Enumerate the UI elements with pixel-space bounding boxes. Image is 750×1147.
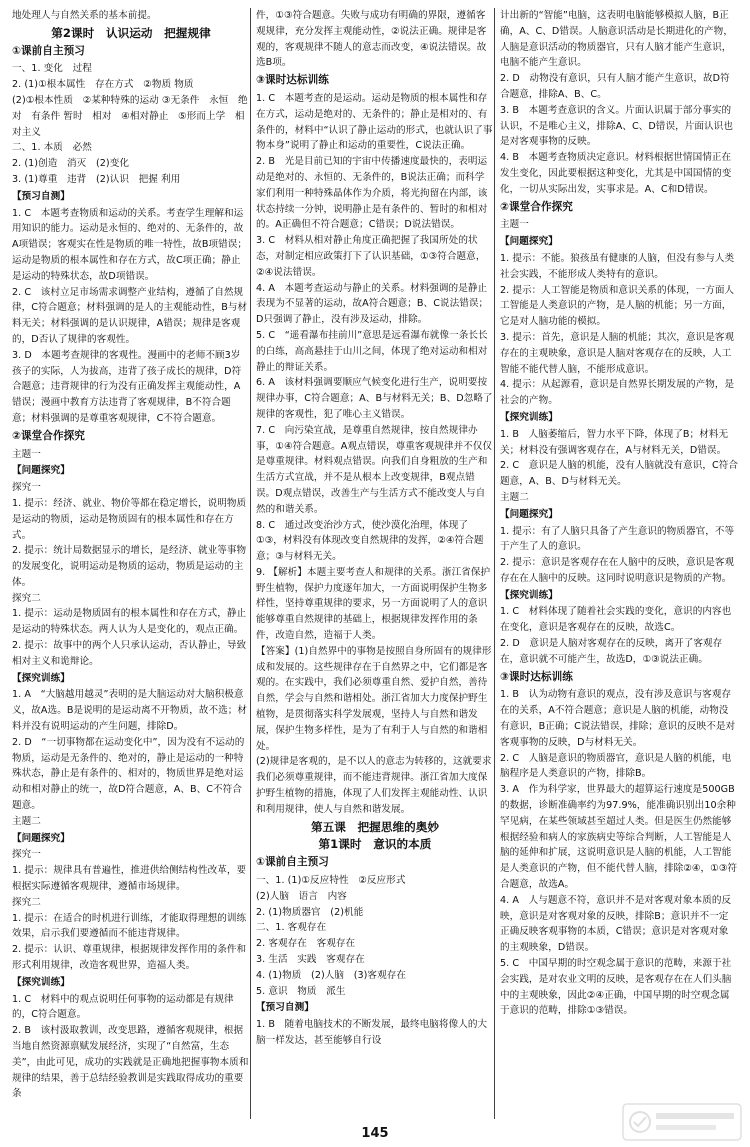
- body-text: 探究一: [12, 482, 41, 494]
- body-text: 1. 提示：规律具有普遍性，推进供给侧结构性改革，要根据实际遵循客观规律，遵循市场规律。: [12, 865, 247, 893]
- body-text: 1. B 认为动物有意识的观点，没有涉及意识与客观存在的关系，A不符合题意；意识是人脑的机能，动物没有意识，B正确；C说法错误，排除；意识的反映不是对客观事物的反映，D与材料无关。: [500, 689, 736, 748]
- lesson-heading: 第1课时 意识的本质: [318, 837, 432, 852]
- section-heading: ③课时达标训练: [500, 670, 573, 683]
- body-text: 3. C 材料从相对静止角度正确把握了我国所处的状态，对制定相应政策打下了认识基础，①③符合题意，②④说法错误。: [256, 235, 486, 278]
- body-text: 探究二: [12, 592, 41, 604]
- body-text: 2. D 动物没有意识，只有人脑才能产生意识，故D符合题意，排除A、B、C。: [500, 73, 730, 100]
- body-text: 2. B 光是目前已知的宇宙中传播速度最快的，表明运动是绝对的、永恒的、无条件的，B说法正确；而科学家们利用一种特殊晶体作为介质，将光拘留在内部，该状态持续一分钟，说明静止是有条件的、暂时的和相对的。A正确但不符合题意；C错误；D说法错误。: [256, 156, 488, 231]
- body-text: (2)规律是客观的，是不以人的意志为转移的，这就要求我们必须尊重规律，而不能违背规律。浙江省加大度保护野生植物的措施，体现了人们发挥主观能动性、认识和利用规律，使人与自然和谐发展。: [256, 756, 492, 815]
- body-text: 1. 提示：运动是物质固有的根本属性和存在方式，静止是运动的特殊状态。两人认为人是变化的，观点正确。: [12, 608, 247, 636]
- subsection-heading: 【问题探究】: [500, 508, 558, 520]
- body-text: 1. A “大脑越用越灵”表明的是大脑运动对大脑积极意义，故A选。B是说明的是运动离不开物质，故不选；材料并没有说明运动的产生问题，排除D。: [12, 689, 248, 733]
- body-text: 2. 提示：故事中的两个人只承认运动，否认静止，导致相对主义和诡辩论。: [12, 640, 247, 667]
- body-text: 探究二: [12, 896, 41, 908]
- body-text: 一、1. 变化 过程: [12, 63, 92, 75]
- watermark-logo-icon: [622, 1103, 742, 1141]
- body-text: 主题一: [12, 448, 41, 460]
- body-text: 1. C 本题考查的是运动。运动是物质的根本属性和存在方式，运动是绝对的、无条件的；静止是相对的、有条件的，材料中“认识了静止运动的形式，也就认识了事物本身”说明了静止和运动的重要性，C说法正确。: [256, 92, 493, 152]
- subsection-heading: 【探究训练】: [500, 411, 558, 423]
- body-text: 二、1. 本质 必然: [12, 142, 92, 154]
- body-text: 2. 提示：统计局数据显示的增长，是经济、就业等事物的发展变化，说明运动是物质的运动，物质是运动的主体。: [12, 545, 247, 588]
- body-text: 5. C “遥看瀑布挂前川”意思是远看瀑布就像一条长长的白练，高高悬挂于山川之间，体现了绝对运动和相对静止的辩证关系。: [256, 329, 488, 373]
- body-text: (2)①根本性质 ②某种特殊的运动 ③无条件 永恒 绝对 有条件 暂时 相对 ④相对静止 ⑤形而上学 相对主义: [12, 94, 248, 138]
- body-text: 3. (1)尊重 违背 (2)认识 把握 利用: [12, 173, 181, 185]
- section-heading: ②课堂合作探究: [500, 200, 573, 213]
- body-text: 主题一: [500, 219, 529, 231]
- body-text: 1. C 材料体现了随着社会实践的变化，意识的内容也在变化，意识是客观存在的反映，故选C。: [500, 606, 732, 634]
- body-text: 4. 提示：从起源看，意识是自然界长期发展的产物，是社会的产物。: [500, 379, 735, 407]
- body-text: 3. D 本题考查规律的客观性。漫画中的老师不顾3岁孩子的实际，人为拔高，违背了孩子成长的规律，D符合题意；违背规律的行为没有正确发挥主观能动性，A错误；漫画中教育方法违背了客观规律，B不符合题意；材料强调的是尊重客观规律，C不符合题意。: [12, 349, 242, 424]
- body-text: 2. 提示：认识、尊重规律，根据规律发挥作用的条件和形式利用规律，改造客观世界，造福人类。: [12, 944, 247, 972]
- column-divider: [494, 8, 495, 1119]
- body-text: 4. B 本题考查物质决定意识。材料根据世情国情正在发生变化，因此要根据这种变化，尤其是中国国情的变化，一切从实际出发，实事求是。A、C和D错误。: [500, 152, 732, 195]
- body-text: 1. 提示：有了人脑只具备了产生意识的物质器官，不等于产生了人的意识。: [500, 525, 735, 553]
- body-text: 4. A 人与题意不符，意识并不是对客观对象本质的反映，意识是对客观对象的反映，排除B；意识并不一定正确反映客观事物的本质，C错误；意识是对客观对象的主观映象，D错误。: [500, 894, 732, 954]
- body-text: 1. C 本题考查物质和运动的关系。考查学生理解和运用知识的能力。运动是永恒的、绝对的、无条件的，故A项错误；客观实在性是物质的唯一特性，故B项错误；运动是物质的根本属性和存在方式，故C项正确；静止是运动的特殊状态，故D项错误。: [12, 207, 248, 282]
- body-text: 2. 提示：意识是客观存在在人脑中的反映，意识是客观存在在人脑中的反映。这同时说明意识是物质的产物。: [500, 557, 735, 584]
- body-text: 2. (1)①根本属性 存在方式 ②物质 物质: [12, 79, 194, 91]
- body-text: 1. 提示：不能。狼孩虽有健康的人脑，但没有参与人类社会实践，不能形成人类特有的意识。: [500, 252, 735, 280]
- body-text: 8. C 通过改变治沙方式，使沙漠化治理，体现了①③，材料没有体现改变自然规律的发挥，②④符合题意；③与材料无关。: [256, 519, 484, 563]
- body-text: 6. A 该材料强调要顺应气候变化进行生产，说明要按规律办事，C符合题意；A、B与材料无关；B、D忽略了规律的客观性，犯了唯心主义错误。: [256, 377, 493, 420]
- subsection-heading: 【预习自测】: [256, 1002, 314, 1014]
- body-text: 1. B 人脑萎缩后，智力水平下降，体现了B；材料无关；材料没有强调客观存在，A与材料无关，D错误。: [500, 428, 729, 456]
- body-text: 2. C 该村立足市场需求调整产业结构，遵循了自然规律，C符合题意；材料强调的是人的主观能动性，B与材料无关；材料强调的是认识规律，A错误；规律是客观的，D否认了规律的客观性。: [12, 286, 248, 345]
- body-text: 2. 提示：人工智能是物质和意识关系的体现，一方面人工智能是人类意识的产物，是人脑的机能；另一方面，它是对人脑功能的模拟。: [500, 284, 735, 328]
- body-text: 9. 【解析】本题主要考查人和规律的关系。浙江省保护野生植物，保护力度逐年加大，一方面说明保护生物多样性，坚持尊重规律的要求，另一方面说明了人的意识能够尊重自然规律的基础上，根据规律发挥作用的条件，改造自然，造福于人类。: [256, 566, 491, 642]
- body-text: 【答案】(1)自然界中的事物是按照自身所固有的规律形成和发展的。这些规律存在于自然界之中，它们都是客观的。在实践中，我们必须尊重自然、爱护自然，善待自然，学会与自然和谐相处。浙江省加大力度保护野生植物，是贯彻落实科学发展观，坚持人与自然和谐发展，保护生物多样性，是为了有利于人与自然的和谐相处。: [256, 645, 492, 752]
- body-text: 5. 意识 物质 派生: [256, 985, 346, 997]
- lesson-heading: 第五课 把握思维的奥妙: [310, 819, 440, 834]
- column-left: [12, 8, 250, 1119]
- body-text: 件，①③符合题意。失败与成功有明确的界限，遵循客观规律，充分发挥主观能动性，②说法正确。规律是客观的，客观规律不随人的意志而改变，④说法错误。故选B项。: [256, 10, 487, 69]
- subsection-heading: 【探究训练】: [500, 589, 558, 601]
- lesson-heading: 第2课时 认识运动 把握规律: [51, 25, 211, 40]
- body-text: 地处理人与自然关系的基本前提。: [12, 10, 157, 21]
- body-text: 3. B 本题考查意识的含义。片面认识属于部分事实的认识，不是唯心主义，排除A、C、D错误，片面认识也是对客观事物的反映。: [500, 104, 733, 148]
- body-text: 3. 生活 实践 客观存在: [256, 954, 365, 966]
- section-heading: ②课堂合作探究: [12, 429, 85, 442]
- body-text: 1. 提示：经济、就业、物价等都在稳定增长，说明物质是运动的物质，运动是物质固有的根本属性和存在方式。: [12, 497, 247, 541]
- body-text: 计出新的“智能”电脑，这表明电脑能够模拟人脑，B正确，A、C、D错误。人脑意识活动是长期进化的产物，人脑是意识活动的物质器官，只有人脑才能产生意识，电脑不能产生意识。: [500, 10, 733, 69]
- subsection-heading: 【问题探究】: [12, 832, 70, 844]
- section-heading: ①课前自主预习: [12, 44, 85, 57]
- subsection-heading: 【探究训练】: [12, 672, 70, 684]
- body-text: 1. C 材料中的观点说明任何事物的运动都是有规律的，C符合题意。: [12, 993, 234, 1021]
- body-text: 4. (1)物质 (2)人脑 (3)客观存在: [256, 969, 407, 981]
- body-text: 2. B 该村汲取教训，改变思路，遵循客观规律，根据当地自然资源禀赋发展经济，实现了“自然富，生态美”，由此可见，成功的实践就是正确地把握事物本质和规律的结果，善于总结经验教训是实践取得成功的重要条: [12, 1025, 249, 1100]
- body-text: 2. 客观存在 客观存在: [256, 938, 356, 950]
- column-middle: [256, 8, 494, 1119]
- body-text: 2. (1)创造 消灭 (2)变化: [12, 158, 129, 170]
- body-text: 一、1. (1)①反应特性 ②反应形式: [256, 875, 406, 887]
- body-text: 2. (1)物质器官 (2)机能: [256, 906, 364, 918]
- body-text: 5. C 中国早期的时空观念属于意识的范畴，来源于社会实践，是对农业文明的反映，是客观存在在人们头脑中的主观映象，因此②④正确，中国早期的时空观念属于意识的范畴，排除①③错误。: [500, 958, 732, 1017]
- section-heading: ①课前自主预习: [256, 856, 329, 869]
- subsection-heading: 【探究训练】: [12, 976, 70, 988]
- body-text: 2. C 人脑是意识的物质器官，意识是人脑的机能，电脑程序是人类意识的产物，排除B。: [500, 752, 732, 780]
- body-text: 主题二: [500, 491, 529, 503]
- section-heading: ③课时达标训练: [256, 74, 329, 87]
- body-text: 1. 提示：在适合的时机进行训练，才能取得理想的训练效果，启示我们要遵循而不能违背规律。: [12, 912, 247, 940]
- body-text: 7. C 向污染宣战，是尊重自然规律，按自然规律办事，①④符合题意。A观点错误，尊重客观规律并不仅仅是尊重规律。材料观点错误。向我们自身粗放的生产和生活方式宣战，并不是从根本上改变规律，B观点错误。D观点错误，改善生产与生活方式不能改变人与自然的和谐关系。: [256, 424, 493, 515]
- body-text: 2. D 意识是人脑对客观存在的反映，离开了客观存在，意识就不可能产生，故选D，①③说法正确。: [500, 638, 723, 665]
- subsection-heading: 【问题探究】: [12, 465, 70, 477]
- body-text: 探究一: [12, 849, 41, 861]
- body-text: 二、1. 客观存在: [256, 922, 327, 934]
- column-right: [500, 8, 738, 1119]
- column-divider: [250, 8, 251, 1119]
- page-number: 145: [361, 1126, 389, 1141]
- body-text: 1. B 随着电脑技术的不断发展，最终电脑将像人的大脑一样发达，甚至能够自行设: [256, 1019, 488, 1046]
- body-text: 2. D “一切事物都在运动变化中”，因为没有不运动的物质，运动是无条件的、绝对的，静止是运动的一种特殊状态，静止是有条件的、相对的，物质世界是绝对运动和相对静止的统一，故D符合题意，A、B、C不符合题意。: [12, 736, 245, 812]
- body-text: 3. 提示：首先，意识是人脑的机能；其次，意识是客观存在的主观映象，意识是人脑对客观存在的反映，人工智能不能代替人脑，不能形成意识。: [500, 331, 735, 375]
- body-text: 3. A 作为科学家，世界最大的超算运行速度是500GB的数据，诊断准确率约为97.9%，能准确识别出10余种罕见病，在某些领域甚至超过人类。但是医生仍然能够根据经验和病人的家族病史等综合判断，人工智能是人脑的延伸和扩展，这说明意识是人脑的机能，人工智能是人类意识的产物，但不能代替人脑，排除②④，①③符合题意，故选A。: [500, 784, 738, 891]
- body-text: 4. A 本题考查运动与静止的关系。材料强调的是静止表现为不显著的运动，故A符合题意；B、C说法错误；D只强调了静止，没有涉及运动，排除。: [256, 282, 489, 326]
- subsection-heading: 【预习自测】: [12, 190, 70, 202]
- subsection-heading: 【问题探究】: [500, 236, 558, 248]
- body-text: 主题二: [12, 815, 41, 827]
- body-text: 2. C 意识是人脑的机能，没有人脑就没有意识，C符合题意，A、B、D与材料无关。: [500, 460, 738, 488]
- body-text: (2)人脑 语言 内容: [256, 890, 347, 902]
